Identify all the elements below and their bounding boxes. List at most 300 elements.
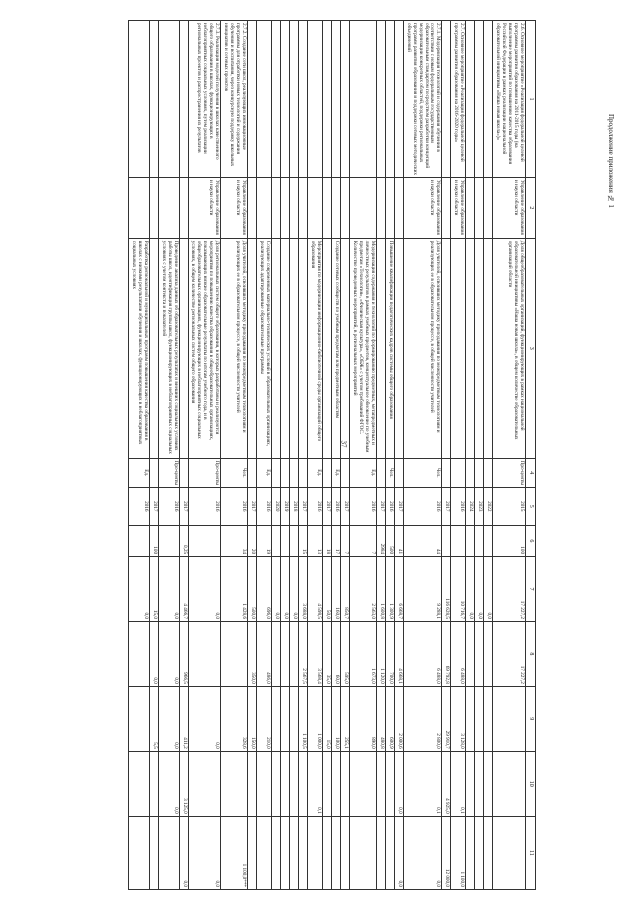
table-cell: 7 xyxy=(340,525,349,556)
table-cell: 2017 xyxy=(322,487,331,525)
table-cell: 0,0 xyxy=(484,557,493,622)
table-cell xyxy=(179,178,188,239)
table-cell xyxy=(475,458,484,487)
table-cell: 0,0 xyxy=(179,816,188,889)
table-cell: 1 000,0 xyxy=(308,686,323,751)
table-cell xyxy=(484,458,493,487)
table-cell: 2017 xyxy=(299,487,308,525)
table-cell: 210,0 xyxy=(257,686,272,751)
table-cell: 890,0 xyxy=(349,686,376,751)
table-row xyxy=(221,21,248,890)
table-cell xyxy=(385,751,394,816)
table-row xyxy=(281,21,290,890)
table-cell xyxy=(466,525,475,556)
table-cell xyxy=(475,751,484,816)
table-cell: 2016 xyxy=(385,487,394,525)
table-cell xyxy=(248,816,257,889)
table-cell xyxy=(394,178,403,239)
table-cell: 6 668,7 xyxy=(394,557,403,622)
table-cell: 2016 xyxy=(403,487,442,525)
table-cell: 480,8 xyxy=(376,686,385,751)
table-cell: 1 428,6 xyxy=(221,557,248,622)
table-cell: 9 288,1 xyxy=(403,557,442,622)
table-cell xyxy=(299,178,308,239)
table-cell xyxy=(442,178,451,239)
table-cell: 2016 xyxy=(451,487,466,525)
table-cell: 0,0 xyxy=(158,621,179,686)
table-cell xyxy=(331,816,340,889)
table-cell xyxy=(299,21,308,178)
table-cell xyxy=(385,178,394,239)
table-cell: 12 000,0 xyxy=(442,816,451,889)
table-cell: 19 xyxy=(257,525,272,556)
table-cell: 0,25 xyxy=(179,525,188,556)
table-cell: 966,5 xyxy=(179,621,188,686)
table-cell: 2016 xyxy=(349,487,376,525)
table-cell xyxy=(290,621,299,686)
table-cell xyxy=(299,458,308,487)
table-cell: 2017 xyxy=(179,487,188,525)
table-cell: Ед. xyxy=(257,458,272,487)
table-cell xyxy=(385,816,394,889)
table-cell xyxy=(248,458,257,487)
table-cell xyxy=(331,751,340,816)
table-row xyxy=(475,21,484,890)
program-table xyxy=(128,20,536,890)
table-cell xyxy=(322,458,331,487)
table-cell: Создание современных материально-технических условий в образовательных организациях, реализующих адаптированные образовательные программы xyxy=(257,238,272,458)
table-cell xyxy=(272,686,281,751)
table-row xyxy=(493,21,526,890)
table-cell: 0,0 xyxy=(272,557,281,622)
table-cell xyxy=(281,458,290,487)
table-cell: 0,1 xyxy=(308,751,323,816)
table-cell: 0,0 xyxy=(403,816,442,889)
table-cell: Про-центы xyxy=(493,458,526,487)
table-cell: 850,7 xyxy=(340,557,349,622)
table-cell xyxy=(475,621,484,686)
table-cell xyxy=(442,458,451,487)
table-cell: 600,9 xyxy=(385,686,394,751)
table-cell xyxy=(290,458,299,487)
table-cell: 18 xyxy=(322,525,331,556)
table-cell: 0,0 xyxy=(188,816,221,889)
table-cell: Доля общеобразовательных организаций, функционирующих в рамках национальной образовательной инициативы «Наша новая школа», в общем количестве образовательных организаций области xyxy=(493,238,526,458)
table-cell: 0,0 xyxy=(466,557,475,622)
table-cell xyxy=(272,621,281,686)
table-cell: 2.6. Основное мероприятие «Реализация федеральной целевой программы развития образования на 2011-2015 годы (на выполнение мероприятий по повышению качества образования Российской Федерации в рамках реализации национальной образовательной инициативы «Наша новая школа»)» xyxy=(493,21,526,178)
table-cell: 350,0 xyxy=(248,621,257,686)
table-cell xyxy=(128,178,149,239)
table-cell: 35,0 xyxy=(322,621,331,686)
table-cell xyxy=(128,751,149,816)
table-cell xyxy=(484,525,493,556)
table-cell: 2020 xyxy=(272,487,281,525)
table-cell xyxy=(475,21,484,178)
table-cell xyxy=(340,751,349,816)
table-cell xyxy=(484,816,493,889)
table-cell xyxy=(442,525,451,556)
table-cell: Ед. xyxy=(331,458,340,487)
table-cell: 700,0 xyxy=(385,621,394,686)
table-cell: 2016 xyxy=(188,487,221,525)
table-cell: 69 792,8 xyxy=(442,621,451,686)
table-cell: 595,0 xyxy=(340,621,349,686)
table-cell: 2024 xyxy=(466,487,475,525)
table-cell: 1 673,0 xyxy=(349,621,376,686)
column-number-row xyxy=(526,21,536,890)
table-row xyxy=(308,21,323,890)
table-cell: Управление образования и науки области xyxy=(451,178,466,239)
table-row xyxy=(128,21,149,890)
table-cell xyxy=(466,238,475,458)
table-cell: Разработка региональной и муниципальных программ повышения качества образования в школах с низкими результатами обучения и школах, функционирующих в неблагоприятных социальных условиях xyxy=(128,238,149,458)
table-cell xyxy=(128,621,149,686)
table-cell xyxy=(299,816,308,889)
table-cell: 100,0 xyxy=(331,686,340,751)
table-cell: Доля учителей, освоивших методику преподавания по межпредметным технологиям и реализующих ее в образовательном процессе, в общей численности учителей xyxy=(221,238,248,458)
table-cell xyxy=(149,458,158,487)
table-cell: 0,0 xyxy=(188,686,221,751)
table-cell xyxy=(475,525,484,556)
table-cell xyxy=(149,816,158,889)
table-row xyxy=(385,21,394,890)
table-cell: 411,2 xyxy=(179,686,188,751)
table-cell: 2017 xyxy=(149,487,158,525)
table-cell xyxy=(290,816,299,889)
table-cell xyxy=(475,816,484,889)
table-cell xyxy=(299,751,308,816)
table-cell: 1 100,0*** xyxy=(221,816,248,889)
table-cell: 1 300,9 xyxy=(385,557,394,622)
table-cell: 2017 xyxy=(442,487,451,525)
table-cell: 29 910,7 xyxy=(442,686,451,751)
table-cell xyxy=(179,21,188,178)
table-row xyxy=(484,21,493,890)
table-cell: 2016 xyxy=(257,487,272,525)
table-cell: 15 xyxy=(299,525,308,556)
table-cell: 60,0 xyxy=(331,621,340,686)
table-cell: 2.7.3. Реализация моделей получения в школах качественного общего образования в школах, функционирующих в неблагоприятных социальных условиях, путем реализации региональных проектов и распространения их результатов xyxy=(188,21,221,178)
table-cell xyxy=(442,238,451,458)
table-cell xyxy=(272,816,281,889)
table-cell xyxy=(451,458,466,487)
table-cell: Ед. xyxy=(128,458,149,487)
table-cell: 500 xyxy=(385,525,394,556)
table-cell: 1 100,0 xyxy=(451,816,466,889)
column-number-1: 1 xyxy=(526,21,536,178)
table-cell: Управление образования и науки области xyxy=(188,178,221,239)
column-number-6: 6 xyxy=(526,525,536,556)
table-cell: 116 628,5 xyxy=(442,557,451,622)
table-cell xyxy=(149,238,158,458)
table-cell xyxy=(221,751,248,816)
table-cell: 2017 xyxy=(248,487,257,525)
table-cell xyxy=(158,21,179,178)
table-cell: 34 xyxy=(221,525,248,556)
table-cell: 2984 xyxy=(376,525,385,556)
table-cell xyxy=(493,686,526,751)
table-cell: 2023 xyxy=(475,487,484,525)
table-cell xyxy=(322,751,331,816)
table-cell: 0,0 xyxy=(158,686,179,751)
table-cell xyxy=(385,21,394,178)
table-cell: 0,0 xyxy=(394,751,403,816)
table-cell xyxy=(442,21,451,178)
table-cell: 3 128,0 xyxy=(451,686,466,751)
table-cell: 2 567,5 xyxy=(299,621,308,686)
table-cell: 17 227,2 xyxy=(493,557,526,622)
table-cell: 0,0 xyxy=(290,557,299,622)
table-cell xyxy=(308,21,323,178)
table-cell: 0,0 xyxy=(188,557,221,622)
table-row xyxy=(376,21,385,890)
table-cell: 328,6 xyxy=(221,686,248,751)
table-cell xyxy=(188,621,221,686)
table-cell xyxy=(331,21,340,178)
table-cell: 486,0 xyxy=(257,621,272,686)
table-cell: 2016 xyxy=(221,487,248,525)
table-cell xyxy=(484,686,493,751)
table-cell: Чел. xyxy=(403,458,442,487)
table-cell xyxy=(466,816,475,889)
table-cell: 0,0 xyxy=(149,621,158,686)
table-cell xyxy=(475,238,484,458)
table-cell xyxy=(340,238,349,458)
table-cell: 2022 xyxy=(484,487,493,525)
column-number-4: 4 xyxy=(526,458,536,487)
table-row xyxy=(451,21,466,890)
table-cell: 4 466,7 xyxy=(179,557,188,622)
table-cell xyxy=(272,178,281,239)
table-cell xyxy=(149,178,158,239)
table-cell xyxy=(281,178,290,239)
table-cell: 100 xyxy=(149,525,158,556)
table-row xyxy=(322,21,331,890)
table-row xyxy=(248,21,257,890)
table-cell xyxy=(340,816,349,889)
table-cell xyxy=(484,21,493,178)
table-cell xyxy=(493,751,526,816)
table-cell xyxy=(272,21,281,178)
table-cell xyxy=(451,238,466,458)
table-cell xyxy=(128,686,149,751)
table-cell: 0,0 xyxy=(394,816,403,889)
table-cell xyxy=(290,525,299,556)
table-cell: 2.7.1. Модернизация технологий и содержания обучения в соответствии с новым федеральным государственным образовательным стандартом посредством разработки концепций модернизации конкретных областей, поддержки региональных программ развития образования и поддержки сетевых методических объединений xyxy=(403,21,442,178)
table-cell: 2 000,6 xyxy=(394,686,403,751)
table-cell: Ед. xyxy=(349,458,376,487)
table-cell: 4 598,5 xyxy=(308,557,323,622)
table-cell: 0,0 xyxy=(475,557,484,622)
table-cell xyxy=(128,21,149,178)
table-cell xyxy=(281,621,290,686)
table-cell xyxy=(466,621,475,686)
table-cell: Управление образования и науки области xyxy=(493,178,526,239)
appendix-note: Продолжение приложения № 1 xyxy=(607,114,615,208)
table-cell xyxy=(466,458,475,487)
table-cell: 2017 xyxy=(394,487,403,525)
table-cell xyxy=(349,21,376,178)
table-cell: Модернизация содержания и технологий по формированию предметных, метапредметных и личностных результатов в рамках учебных предметов, концептуальное обновление по учебным предметам «Технология», «Физическая культура», «ОБЖ» с учетом требований ФГОС. Количество проведенных мероприятий, в региональных мероприятий xyxy=(349,238,376,458)
table-row xyxy=(466,21,475,890)
table-cell xyxy=(376,816,385,889)
table-cell xyxy=(451,525,466,556)
table-cell xyxy=(340,458,349,487)
table-cell xyxy=(376,458,385,487)
table-cell xyxy=(281,21,290,178)
table-cell xyxy=(188,751,221,816)
table-row xyxy=(290,21,299,890)
table-cell: Про-центы xyxy=(158,458,179,487)
table-cell: 2017 xyxy=(376,487,385,525)
table-cell xyxy=(394,21,403,178)
table-cell xyxy=(272,525,281,556)
table-cell xyxy=(257,178,272,239)
table-cell: 4 925,0 xyxy=(442,751,451,816)
table-cell xyxy=(349,751,376,816)
table-cell: 20 xyxy=(248,525,257,556)
table-cell xyxy=(272,238,281,458)
table-cell: Управление образования и науки области xyxy=(403,178,442,239)
table-cell: 2 563,0 xyxy=(349,557,376,622)
table-cell xyxy=(257,21,272,178)
table-cell xyxy=(281,525,290,556)
table-cell: 2019 xyxy=(281,487,290,525)
table-cell: Мероприятия по модернизации информационно-библиотечной среды организаций общего образования xyxy=(308,238,323,458)
table-cell xyxy=(308,816,323,889)
table-cell: 0,0 xyxy=(281,557,290,622)
table-cell xyxy=(158,178,179,239)
column-number-5: 5 xyxy=(526,487,536,525)
table-cell: 10 716,7 xyxy=(451,557,466,622)
table-cell xyxy=(281,686,290,751)
table-cell xyxy=(466,21,475,178)
column-number-9: 9 xyxy=(526,686,536,751)
table-cell xyxy=(128,525,149,556)
table-cell xyxy=(475,686,484,751)
table-cell xyxy=(466,686,475,751)
table-cell: 0,1 xyxy=(451,751,466,816)
table-cell xyxy=(466,178,475,239)
table-cell: 3 688,0 xyxy=(299,557,308,622)
table-cell xyxy=(308,178,323,239)
table-cell xyxy=(484,238,493,458)
table-cell: 2016 xyxy=(308,487,323,525)
table-cell xyxy=(299,238,308,458)
table-row xyxy=(331,21,340,890)
table-cell: 2018 xyxy=(290,487,299,525)
table-cell xyxy=(475,178,484,239)
table-row xyxy=(340,21,349,890)
table-cell: 13 xyxy=(308,525,323,556)
table-cell: Создание сетевых сообществ по учебным предметам или предметным областям xyxy=(331,238,340,458)
table-cell xyxy=(281,238,290,458)
table-cell: Доля учителей, освоивших методику преподавания по межпредметным технологиям и реализующих ее в образовательном процессе, в общей численности учителей xyxy=(403,238,442,458)
column-number-7: 7 xyxy=(526,557,536,622)
table-cell xyxy=(149,751,158,816)
table-row xyxy=(257,21,272,890)
table-cell xyxy=(281,816,290,889)
table-cell: 1 100,5 xyxy=(299,686,308,751)
table-cell xyxy=(257,816,272,889)
table-cell: Ед. xyxy=(308,458,323,487)
table-cell xyxy=(466,751,475,816)
table-cell: 3 568,4 xyxy=(308,621,323,686)
table-cell: 100 xyxy=(493,525,526,556)
table-cell xyxy=(340,178,349,239)
table-cell: 15,0 xyxy=(322,686,331,751)
table-cell: 4 668,1 xyxy=(394,621,403,686)
table-cell xyxy=(394,458,403,487)
table-cell: 0,0 xyxy=(158,557,179,622)
table-cell: 696,0 xyxy=(257,557,272,622)
table-row xyxy=(188,21,221,890)
table-cell: 2 800,0 xyxy=(403,686,442,751)
table-cell: 0,1 xyxy=(403,751,442,816)
table-cell: Доля региональных систем общего образования, в которых разработаны и реализуются мероприятия по повышению качества образования в общеобразовательных организациях, показывающих низкие образовательные результаты по итогам учебного года, и в общеобразовательных организациях, функционирующих в неблагоприятных социальных условиях, в общем количестве региональных систем общего образования xyxy=(188,238,221,458)
table-cell xyxy=(221,621,248,686)
table-cell xyxy=(340,21,349,178)
table-cell xyxy=(248,178,257,239)
table-cell: Управление образования и науки области xyxy=(221,178,248,239)
table-cell: 44 xyxy=(403,525,442,556)
table-cell: 15,0 xyxy=(149,557,158,622)
table-cell: 2015 xyxy=(493,487,526,525)
table-row xyxy=(272,21,281,890)
table-cell xyxy=(257,751,272,816)
table-cell xyxy=(376,21,385,178)
table-cell xyxy=(290,686,299,751)
table-cell xyxy=(179,458,188,487)
table-cell xyxy=(349,816,376,889)
table-cell xyxy=(484,178,493,239)
column-number-3: 3 xyxy=(526,238,536,458)
table-cell xyxy=(179,238,188,458)
table-cell xyxy=(484,621,493,686)
table-cell: 1 120,0 xyxy=(376,621,385,686)
table-cell: 7 xyxy=(349,525,376,556)
table-cell: 160,0 xyxy=(331,557,340,622)
table-cell: 17 xyxy=(331,525,340,556)
table-cell: 6 488,0 xyxy=(403,621,442,686)
table-cell xyxy=(158,525,179,556)
table-cell xyxy=(248,21,257,178)
table-cell: 5,5 xyxy=(149,686,158,751)
table-row xyxy=(403,21,442,890)
table-cell: 3 125,0 xyxy=(179,751,188,816)
table-row xyxy=(394,21,403,890)
table-cell: 6 488,0 xyxy=(451,621,466,686)
table-cell: 150,0 xyxy=(248,686,257,751)
table-cell xyxy=(272,751,281,816)
table-cell: 2016 xyxy=(331,487,340,525)
table-cell: Повышение квалификации педагогических кадров системы общего образования xyxy=(385,238,394,458)
column-number-11: 11 xyxy=(526,816,536,889)
table-cell: 0,0 xyxy=(128,557,149,622)
table-cell xyxy=(376,238,385,458)
table-cell: 2017 xyxy=(340,487,349,525)
table-cell xyxy=(376,178,385,239)
table-cell: 2016 xyxy=(158,487,179,525)
table-cell: Проведение анализа данных об образовательных результатах и внешних социальных условиях работы школ, идентификация группы школ, функционирующих в неблагоприятных социальных условиях с учетом контекста и показателей xyxy=(158,238,179,458)
table-cell: 255,1 xyxy=(340,686,349,751)
table-cell xyxy=(290,238,299,458)
table-body xyxy=(128,21,525,890)
table-cell xyxy=(158,816,179,889)
table-cell: 41 xyxy=(394,525,403,556)
table-cell xyxy=(484,751,493,816)
